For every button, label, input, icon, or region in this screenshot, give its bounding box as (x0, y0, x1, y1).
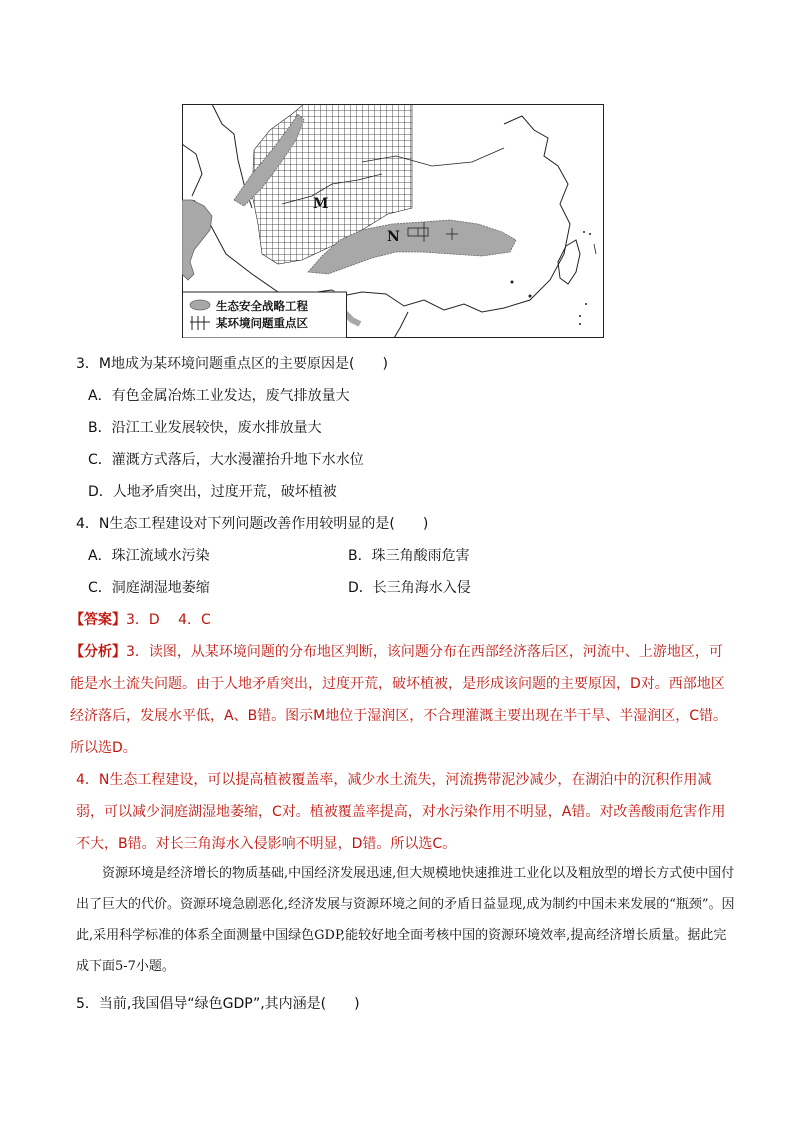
question-4-option-a: A．珠江流域水污染 (88, 548, 210, 564)
answer-text: 3．D 4．C (126, 612, 211, 628)
analysis-tag: 【分析】 (70, 644, 126, 660)
legend-swatch-gray (190, 300, 210, 310)
legend-item-eco: 生态安全战略工程 (216, 299, 308, 313)
question-3-option-b: B．沿江工业发展较快，废水排放量大 (88, 420, 322, 436)
answer-line (70, 610, 211, 630)
legend (183, 292, 347, 338)
map-label-m: M (313, 196, 329, 212)
question-3-option-a: A．有色金属冶炼工业发达，废气排放量大 (88, 388, 350, 404)
answer-tag: 【答案】 (70, 612, 126, 628)
analysis-paragraph-1 (70, 636, 730, 764)
reading-passage: 资源环境是经济增长的物质基础,中国经济发展迅速,但大规模地快速推进工业化以及粗放型的增长方式使中国付出了巨大的代价。资源环境急剧恶化,经济发展与资源环境之间的矛盾日益显现,成为制约中国未来发展的“瓶颈”。因此,采用科学标准的体系全面测量中国绿色GDP,能较好地全面考核中国的资源环境效率,提高经济增长质量。据此完成下面5-7小题。 (76, 866, 735, 974)
question-4-option-b: B．珠三角酸雨危害 (348, 548, 470, 564)
question-3-stem: 3．M地成为某环境问题重点区的主要原因是( ) (76, 356, 388, 372)
question-4-option-d: D．长三角海水入侵 (348, 580, 471, 596)
analysis-text-1: 3．读图，从某环境问题的分布地区判断，该问题分布在西部经济落后区，河流中、上游地区，可能是水土流失问题。由于人地矛盾突出，过度开荒，破坏植被，是形成该问题的主要原因，D对。西部地区经济落后，发展水平低，A、B错。图示M地位于湿润区，不合理灌溉主要出现在半干旱、半湿润区，C错。所以选D。 (70, 644, 728, 756)
map-label-n: N (387, 229, 400, 245)
analysis-paragraph-2: 4．N生态工程建设，可以提高植被覆盖率，减少水土流失，河流携带泥沙减少，在湖泊中的沉积作用减弱，可以减少洞庭湖湿地萎缩，C对。植被覆盖率提高，对水污染作用不明显，A错。对改善酸雨危害作用不大，B错。对长三角海水入侵影响不明显，D错。所以选C。 (76, 772, 726, 852)
question-4-stem: 4．N生态工程建设对下列问题改善作用较明显的是( ) (76, 516, 429, 532)
question-5-stem: 5．当前,我国倡导“绿色GDP”,其内涵是( ) (76, 996, 360, 1012)
question-3-option-c: C．灌溉方式落后，大水漫灌抬升地下水水位 (88, 452, 364, 468)
question-4-option-c: C．洞庭湖湿地萎缩 (88, 580, 210, 596)
question-3-option-d: D．人地矛盾突出，过度开荒，破坏植被 (88, 484, 337, 500)
legend-item-problem: 某环境问题重点区 (216, 316, 308, 330)
map-figure (182, 104, 604, 338)
